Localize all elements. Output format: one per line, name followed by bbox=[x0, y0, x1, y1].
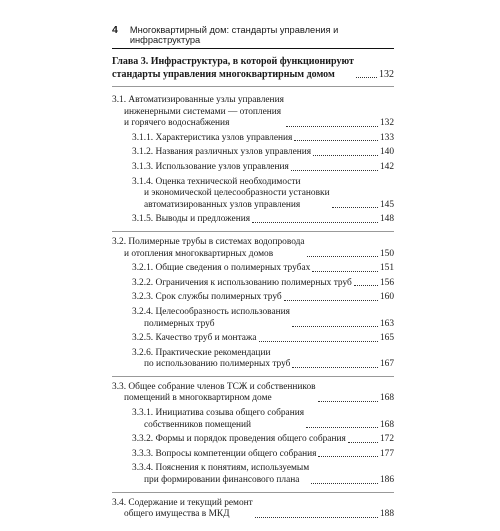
toc-entry-subsection[interactable] bbox=[112, 292, 394, 304]
toc-entry-text-line: 3.3.4. Пояснения к понятиям, используемым bbox=[132, 463, 310, 474]
leader-dots bbox=[318, 456, 377, 457]
leader-dots bbox=[291, 170, 378, 171]
leader-dots bbox=[259, 341, 378, 342]
page-ref: 186 bbox=[379, 475, 394, 486]
toc-entry-text-line: собственников помещений bbox=[144, 419, 252, 430]
toc-entry-text-line: 3.2.6. Практические рекомендации bbox=[132, 347, 271, 358]
page-ref: 145 bbox=[379, 199, 394, 210]
page-ref: 142 bbox=[379, 161, 394, 172]
leader-dots bbox=[313, 155, 378, 156]
toc-entry-subsection[interactable] bbox=[112, 177, 394, 212]
toc-section-block bbox=[112, 95, 394, 232]
page-ref: 177 bbox=[379, 448, 394, 459]
toc-entry-text-line: 3.2.5. Качество труб и монтажа bbox=[132, 333, 257, 344]
toc-entry-subsection[interactable] bbox=[112, 333, 394, 345]
leader-dots bbox=[311, 483, 378, 484]
toc-entry-text-line: 3.3. Общее собрание членов ТСЖ и собственников bbox=[112, 381, 316, 392]
toc-entry-text-line: 3.2.1. Общие сведения о полимерных трубах bbox=[132, 263, 311, 274]
toc-entry-text-line: автоматизированных узлов управления bbox=[144, 199, 301, 210]
leader-dots bbox=[294, 140, 378, 141]
toc-entry-text-line: 3.4. Содержание и текущий ремонт bbox=[112, 497, 253, 508]
toc-entry-text-line: 3.1.1. Характеристика узлов управления bbox=[132, 132, 293, 143]
toc-entry-text-line: 3.2.2. Ограничения к использованию полимерных труб bbox=[132, 277, 352, 288]
toc-entry-subsection[interactable] bbox=[112, 408, 394, 431]
toc-entry-subsection[interactable] bbox=[112, 463, 394, 486]
toc-entry-text-line: 3.1.5. Выводы и предложения bbox=[132, 214, 251, 225]
toc-entry-text-line: 3.3.1. Инициатива созыва общего собрания bbox=[132, 408, 305, 419]
leader-dots bbox=[307, 256, 378, 257]
toc-entry-subsection[interactable] bbox=[112, 263, 394, 275]
leader-dots bbox=[306, 427, 378, 428]
page-ref: 168 bbox=[379, 419, 394, 430]
sections-container bbox=[112, 95, 394, 526]
chapter-title-line: Глава 3. Инфраструктура, в которой функционируют bbox=[112, 56, 354, 67]
page-ref: 151 bbox=[379, 263, 394, 274]
toc-entry-text-line: 3.2. Полимерные трубы в системах водопровода bbox=[112, 236, 305, 247]
leader-dots bbox=[286, 126, 378, 127]
page-ref: 156 bbox=[379, 277, 394, 288]
leader-dots bbox=[354, 285, 378, 286]
toc-entry-text-line: и горячего водоснабжения bbox=[124, 118, 230, 129]
leader-dots bbox=[318, 401, 378, 402]
toc-entry-subsection[interactable] bbox=[112, 348, 394, 371]
toc-entry-section[interactable] bbox=[112, 95, 394, 130]
toc-entry-subsection[interactable] bbox=[112, 162, 394, 174]
toc-entry-text-line: инженерными системами — отопления bbox=[124, 106, 282, 117]
page-ref: 168 bbox=[379, 393, 394, 404]
toc-entry-text-line: по использованию полимерных труб bbox=[144, 359, 291, 370]
leader-dots bbox=[284, 300, 378, 301]
toc-entry-text-line: 3.1.3. Использование узлов управления bbox=[132, 161, 289, 172]
page-ref: 148 bbox=[379, 214, 394, 225]
toc-entry-section[interactable] bbox=[112, 498, 394, 521]
toc-entry-text-line: 3.3.3. Вопросы компетенции общего собрания bbox=[132, 448, 317, 459]
leader-dots bbox=[332, 207, 378, 208]
table-of-contents bbox=[112, 56, 394, 531]
chapter-heading bbox=[112, 56, 394, 87]
toc-entry-text-line: 3.1. Автоматизированные узлы управления bbox=[112, 95, 284, 105]
page-ref: 172 bbox=[379, 434, 394, 445]
page-ref: 160 bbox=[379, 292, 394, 303]
page-ref: 140 bbox=[379, 147, 394, 158]
leader-dots bbox=[356, 77, 377, 78]
leader-dots bbox=[348, 442, 378, 443]
toc-entry-section[interactable] bbox=[112, 237, 394, 260]
toc-entry-text-line: и отопления многоквартирных домов bbox=[124, 248, 274, 259]
toc-entry-text-line: и экономической целесообразности установки bbox=[144, 188, 330, 199]
page-ref: 165 bbox=[379, 333, 394, 344]
toc-section-block bbox=[112, 498, 394, 526]
toc-entry-subsection[interactable] bbox=[112, 214, 394, 226]
toc-section-block bbox=[112, 237, 394, 377]
running-header bbox=[112, 24, 394, 49]
page-ref: 132 bbox=[379, 68, 394, 80]
toc-entry-subsection[interactable] bbox=[112, 449, 394, 461]
toc-entry-text-line: полимерных труб bbox=[144, 318, 215, 329]
running-title: Многоквартирный дом: стандарты управления и инфраструктура bbox=[129, 25, 339, 45]
toc-entry-text-line: помещений в многоквартирном доме bbox=[124, 393, 272, 404]
leader-dots bbox=[292, 367, 377, 368]
leader-dots bbox=[255, 517, 378, 518]
leader-dots bbox=[252, 222, 378, 223]
chapter-title-line: стандарты управления многоквартирным домом bbox=[112, 68, 335, 80]
toc-entry-subsection[interactable] bbox=[112, 147, 394, 159]
toc-entry-text-line: 3.2.3. Срок службы полимерных труб bbox=[132, 292, 282, 303]
toc-entry-text-line: при формировании финансового плана bbox=[144, 475, 300, 486]
page-ref: 167 bbox=[379, 359, 394, 370]
page-ref: 188 bbox=[379, 509, 394, 520]
leader-dots bbox=[292, 326, 378, 327]
toc-entry-text-line: 3.3.2. Формы и порядок проведения общего собрания bbox=[132, 434, 346, 445]
toc-entry-text-line: 3.1.2. Названия различных узлов управления bbox=[132, 147, 312, 158]
leader-dots bbox=[312, 271, 378, 272]
page-number: 4 bbox=[112, 24, 118, 36]
toc-entry-subsection[interactable] bbox=[112, 307, 394, 330]
toc-entry-text-line: общего имущества в МКД bbox=[124, 509, 230, 520]
toc-entry-subsection[interactable] bbox=[112, 133, 394, 145]
toc-entry-subsection[interactable] bbox=[112, 278, 394, 290]
page-ref: 163 bbox=[379, 318, 394, 329]
toc-entry-text-line: 3.2.4. Целесообразность использования bbox=[132, 306, 290, 317]
page-ref: 150 bbox=[379, 248, 394, 259]
page-ref: 132 bbox=[379, 118, 394, 129]
toc-entry-section[interactable] bbox=[112, 382, 394, 405]
toc-section-block bbox=[112, 382, 394, 493]
toc-entry-text-line: 3.1.4. Оценка технической необходимости bbox=[132, 176, 301, 187]
page-ref: 133 bbox=[379, 132, 394, 143]
toc-entry-chapter[interactable] bbox=[112, 56, 394, 81]
toc-entry-subsection[interactable] bbox=[112, 434, 394, 446]
